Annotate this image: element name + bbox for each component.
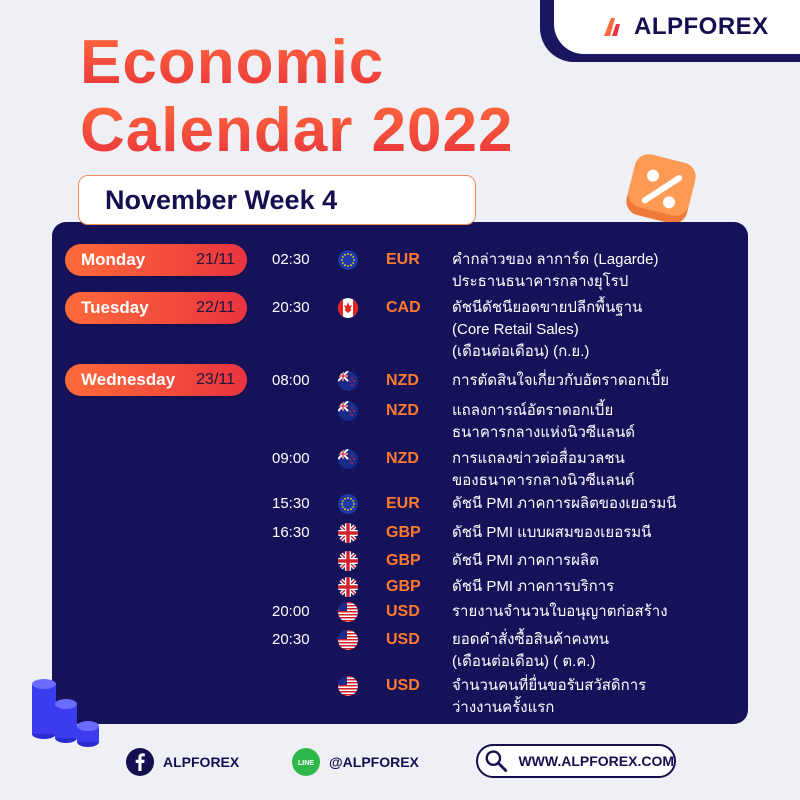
percent-badge-icon [622,150,700,228]
event-row [0,370,800,392]
event-description: ธนาคารกลางแห่งนิวซีแลนด์ [452,424,635,441]
event-row [0,522,800,544]
event-description: ดัชนี PMI ภาคการผลิตของเยอรมนี [452,495,677,512]
event-description: ว่างงานครั้งแรก [452,699,555,716]
website-link[interactable] [476,744,676,778]
event-description: แถลงการณ์อัตราดอกเบี้ย [452,402,614,419]
page-title-line1: Economic [80,28,385,97]
event-currency: GBP [386,524,421,541]
brand-logo-box [554,0,800,54]
event-row [0,629,800,670]
event-row [0,493,800,515]
event-row [0,601,800,623]
us-flag-icon [338,630,358,650]
new-zealand-flag-icon [338,449,358,469]
event-description: จำนวนคนที่ยื่นขอรับสวัสดิการ [452,677,647,694]
line-handle: @ALPFOREX [329,754,419,770]
uk-flag-icon [338,577,358,597]
week-label-box [78,175,476,225]
event-currency: USD [386,677,420,694]
event-description: (เดือนต่อเดือน) ( ต.ค.) [452,653,596,670]
event-row [0,249,800,290]
event-currency: GBP [386,578,421,595]
day-date: 23/11 [196,371,235,388]
event-time: 02:30 [272,251,310,268]
event-description: คำกล่าวของ ลาการ์ด (Lagarde) [452,251,659,268]
new-zealand-flag-icon [338,401,358,421]
event-currency: NZD [386,402,419,419]
event-description: ของธนาคารกลางนิวซีแลนด์ [452,472,635,489]
facebook-handle: ALPFOREX [163,754,240,770]
uk-flag-icon [338,551,358,571]
event-description: ดัชนี PMI แบบผสมของเยอรมนี [452,524,652,541]
us-flag-icon [338,676,358,696]
day-name: Monday [81,250,146,269]
day-name: Wednesday [81,370,176,389]
day-date: 22/11 [196,299,235,316]
event-time: 20:00 [272,603,310,620]
event-row [0,400,800,441]
event-description: (เดือนต่อเดือน) (ก.ย.) [452,343,590,360]
facebook-link[interactable] [125,744,239,780]
event-currency: GBP [386,552,421,569]
event-time: 16:30 [272,524,310,541]
event-time: 09:00 [272,450,310,467]
page-title-line2: Calendar 2022 [80,96,514,165]
event-time: 20:30 [272,631,310,648]
event-currency: NZD [386,372,419,389]
line-link[interactable] [291,744,419,780]
event-currency: EUR [386,495,420,512]
event-description: ดัชนี PMI ภาคการผลิต [452,552,599,569]
day-name: Tuesday [81,298,149,317]
canada-flag-icon [338,298,358,318]
event-row [0,576,800,598]
event-description: ดัชนีดัชนียอดขายปลีกพื้นฐาน [452,299,643,316]
event-row [0,297,800,360]
brand-name: ALPFOREX [634,13,769,40]
event-description: การตัดสินใจเกี่ยวกับอัตราดอกเบี้ย [452,372,670,389]
event-description: (Core Retail Sales) [452,321,579,338]
eu-flag-icon [338,494,358,514]
event-description: การแถลงข่าวต่อสื่อมวลชน [452,450,625,467]
event-currency: EUR [386,251,420,268]
us-flag-icon [338,602,358,622]
event-time: 20:30 [272,299,310,316]
event-currency: NZD [386,450,419,467]
website-url: WWW.ALPFOREX.COM [518,753,674,769]
coin-stack-icon [28,668,108,748]
day-date: 21/11 [196,251,235,268]
new-zealand-flag-icon [338,371,358,391]
event-row [0,448,800,489]
facebook-icon [125,747,155,777]
event-description: ดัชนี PMI ภาคการบริการ [452,578,615,595]
event-row [0,675,800,716]
line-icon [291,747,321,777]
brand-corner [540,0,800,62]
event-row [0,550,800,572]
event-currency: USD [386,603,420,620]
event-currency: CAD [386,299,421,316]
event-description: ยอดคำสั่งซื้อสินค้าคงทน [452,631,610,648]
uk-flag-icon [338,523,358,543]
event-time: 08:00 [272,372,310,389]
search-icon [482,746,510,776]
event-currency: USD [386,631,420,648]
alpforex-logo-icon [602,16,624,38]
week-label: November Week 4 [105,184,338,215]
event-description: ประธานธนาคารกลางยุโรป [452,273,629,290]
event-description: รายงานจำนวนใบอนุญาตก่อสร้าง [452,603,668,620]
line-icon-text: LINE [298,760,314,767]
eu-flag-icon [338,250,358,270]
event-time: 15:30 [272,495,310,512]
